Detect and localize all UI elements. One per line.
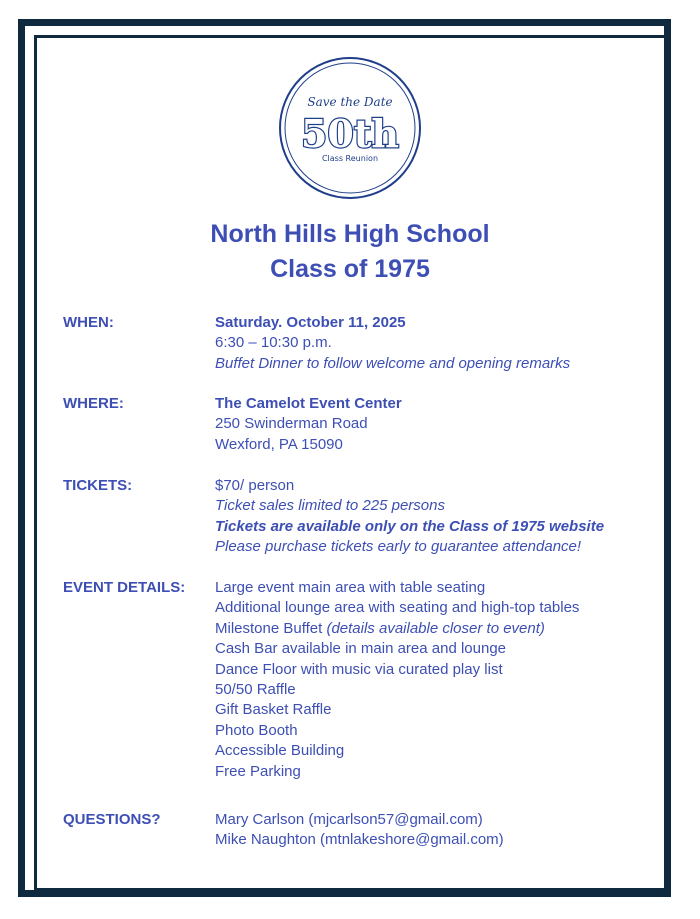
detail-item: Gift Basket Raffle <box>215 701 332 719</box>
badge-script-text: Save the Date <box>307 95 393 109</box>
event-details-label: EVENT DETAILS: <box>63 579 186 596</box>
detail-item: Large event main area with table seating <box>215 579 486 596</box>
ticket-price: $70/ person <box>215 477 295 494</box>
event-date: Saturday. October 11, 2025 <box>215 314 406 331</box>
detail-item <box>215 619 579 639</box>
venue-street: 250 Swinderman Road <box>215 415 368 433</box>
save-the-date-badge <box>277 56 423 200</box>
detail-item: Photo Booth <box>215 721 298 739</box>
ticket-limit: Ticket sales limited to 225 persons <box>215 497 445 515</box>
badge-50th-text: 50th <box>300 111 400 156</box>
tickets-label: TICKETS: <box>63 477 133 494</box>
event-details-list <box>215 578 579 782</box>
tickets-details <box>215 476 604 558</box>
detail-item: 50/50 Raffle <box>215 680 296 698</box>
badge-subtitle: Class Reunion <box>321 154 379 163</box>
contact-line: Mary Carlson (mjcarlson57@gmail.com) <box>215 811 483 828</box>
venue-name: The Camelot Event Center <box>215 395 402 412</box>
detail-item: Cash Bar available in main area and lounge <box>215 640 507 658</box>
detail-item: Additional lounge area with seating and high-top tables <box>215 599 580 617</box>
detail-item: Dance Floor with music via curated play list <box>215 660 503 678</box>
ticket-availability: Tickets are available only on the Class of 1975 website <box>215 517 605 535</box>
dinner-note: Buffet Dinner to follow welcome and opening remarks <box>215 354 571 372</box>
when-details <box>215 313 570 374</box>
contact-line: Mike Naughton (mtnlakeshore@gmail.com) <box>215 831 504 849</box>
event-time: 6:30 – 10:30 p.m. <box>215 334 332 352</box>
school-title: North Hills High School <box>210 220 490 248</box>
where-label: WHERE: <box>63 395 124 412</box>
questions-contacts <box>215 810 504 851</box>
detail-item: Free Parking <box>215 762 301 780</box>
detail-item-note: (details available closer to event) <box>326 619 545 637</box>
venue-city: Wexford, PA 15090 <box>215 435 343 453</box>
class-title: Class of 1975 <box>270 255 430 283</box>
questions-label: QUESTIONS? <box>63 811 161 828</box>
where-details <box>215 394 402 455</box>
detail-item-main: Milestone Buffet <box>215 619 327 637</box>
detail-item: Accessible Building <box>215 742 345 760</box>
when-label: WHEN: <box>63 314 114 331</box>
ticket-advice: Please purchase tickets early to guarantee attendance! <box>215 538 582 556</box>
